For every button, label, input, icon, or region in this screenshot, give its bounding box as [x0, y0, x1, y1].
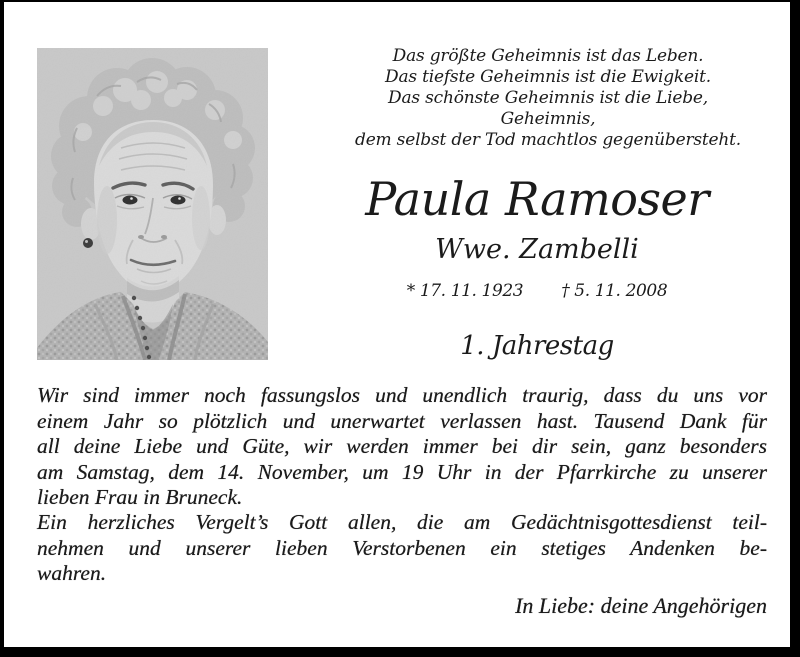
anniversary-title: 1. Jahrestag [460, 331, 614, 361]
closing-signature: In Liebe: deine Angehörigen [515, 593, 767, 618]
verse-line: Das schönste Geheimnis ist die Liebe, [388, 88, 708, 108]
deceased-name: Paula Ramoser [365, 172, 709, 226]
thanks-paragraph [37, 510, 767, 587]
body-line: lieben Frau in Bruneck. [37, 485, 243, 510]
body-line: Ein herzliches Vergelt’s Gott allen, die am Gedächtnisgottesdienst teil- [37, 510, 767, 534]
body-line: am Samstag, dem 14. November, um 19 Uhr in der Pfarrkirche zu unserer [37, 459, 767, 484]
verse-line: Geheimnis, [500, 109, 596, 129]
photo-grain-overlay [37, 48, 268, 360]
portrait-photo-image [37, 48, 268, 360]
portrait-photo [37, 48, 268, 360]
body-line: einem Jahr so plötzlich und unerwartet verlassen hast. Tausend Dank für [37, 408, 767, 433]
body-line: all deine Liebe und Güte, wir werden immer bei dir sein, ganz besonders [37, 434, 767, 459]
widow-title: Wwe. Zambelli [435, 234, 639, 265]
body-line: wahren. [37, 561, 107, 586]
body-line: Wir sind immer noch fassungslos und unendlich traurig, dass du uns vor [37, 383, 767, 407]
birth-date: * 17. 11. 1923 [406, 281, 524, 301]
verse-line: dem selbst der Tod machtlos gegenübersteht. [355, 130, 741, 150]
body-line: nehmen und unserer lieben Verstorbenen ein stetiges Andenken be- [37, 535, 767, 560]
memorial-paragraph [37, 383, 767, 511]
death-date: † 5. 11. 2008 [561, 281, 668, 301]
life-dates [252, 283, 800, 300]
verse-line: Das tiefste Geheimnis ist die Ewigkeit. [385, 67, 711, 87]
memorial-verse [303, 46, 793, 151]
verse-line: Das größte Geheimnis ist das Leben. [392, 46, 704, 66]
